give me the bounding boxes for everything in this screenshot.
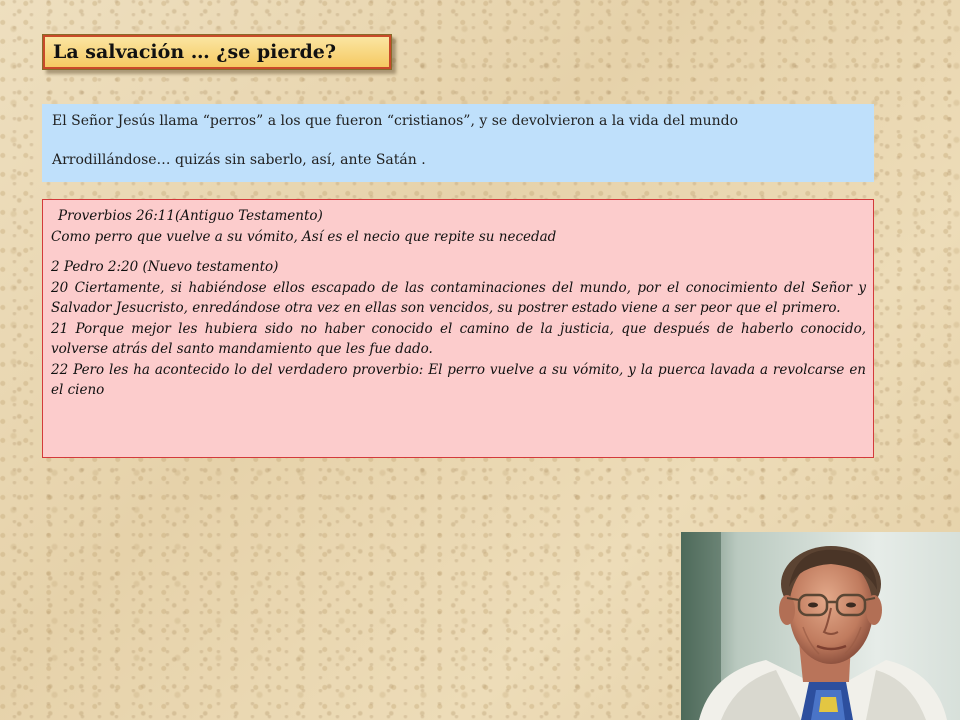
verse-reference-pedro: 2 Pedro 2:20 (Nuevo testamento)	[51, 259, 279, 275]
verses-text-box	[42, 199, 874, 458]
slide-title-box	[42, 34, 392, 70]
intro-line-1: El Señor Jesús llama “perros” a los que fueron “cristianos”, y se devolvieron a la vida del mundo	[52, 113, 739, 129]
verse-text-proverbios: Como perro que vuelve a su vómito, Así es el necio que repite su necedad	[51, 228, 557, 245]
intro-line-2: Arrodillándose… quizás sin saberlo, así, ante Satán .	[52, 152, 426, 168]
intro-text-box	[42, 104, 874, 182]
verse-text-21: 21 Porque mejor les hubiera sido no haber conocido el camino de la justicia, que después de haberlo conocido, volverse atrás del santo mandamiento que les fue dado.	[51, 320, 866, 357]
verse-text-20: 20 Ciertamente, si habiéndose ellos escapado de las contaminaciones del mundo, por el conocimiento del Señor y Salvador Jesucristo, enredándose otra vez en ellas son vencidos, su postrer estado viene a ser peor que el primero.	[51, 279, 866, 316]
priest-photo	[681, 532, 960, 720]
verse-reference-proverbios: Proverbios 26:11(Antiguo Testamento)	[58, 208, 323, 224]
verse-text-22: 22 Pero les ha acontecido lo del verdadero proverbio: El perro vuelve a su vómito, y la puerca lavada a revolcarse en el cieno	[51, 361, 866, 398]
slide-title: La salvación … ¿se pierde?	[53, 41, 337, 63]
